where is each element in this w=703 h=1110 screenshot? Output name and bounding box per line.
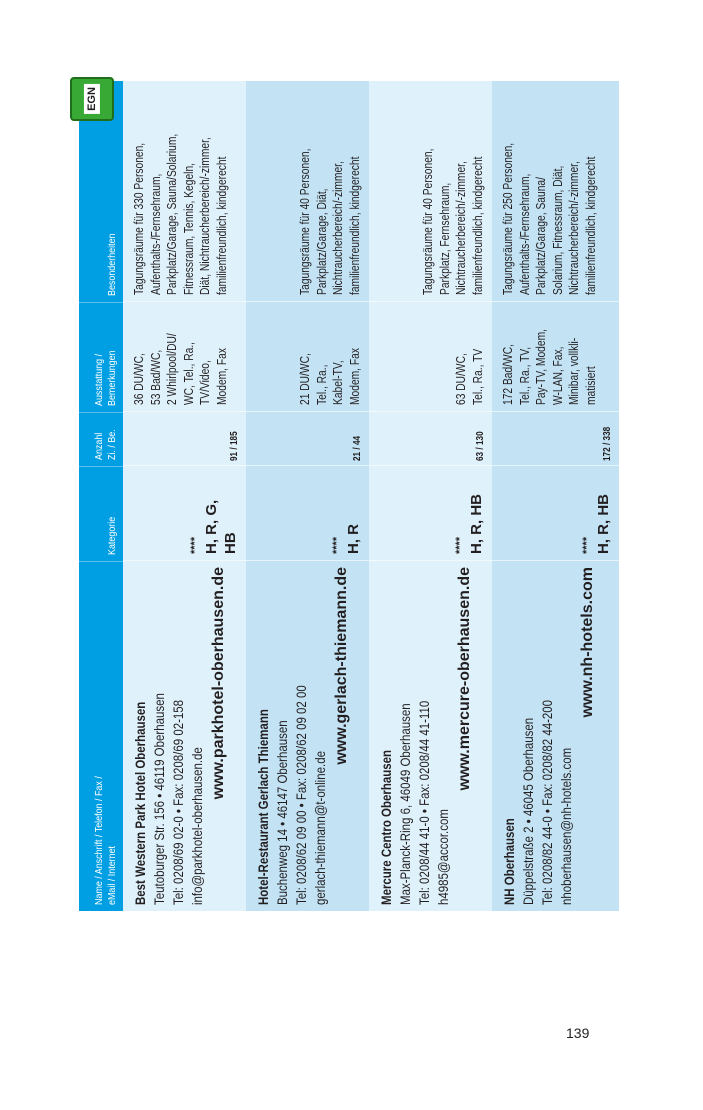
hotel-phone: Tel: 0208/44 41-0 • Fax: 0208/44 41-110 (416, 700, 432, 905)
header-category-label: Kategorie (106, 516, 118, 555)
special-line: Aufenthalts-/Fernsehraum, (517, 173, 532, 295)
hotel-count: 172 / 338 (602, 426, 613, 461)
equipment-line: TV/Video, (198, 360, 212, 405)
hotel-category (123, 466, 246, 561)
hotel-address: Düppelstraße 2 • 46045 Oberhausen (520, 717, 536, 905)
egn-badge-label: EGN (84, 84, 100, 114)
table-row (369, 81, 492, 911)
hotel-name: Hotel-Restaurant Gerlach Thiemann (255, 709, 271, 905)
special-line: familienfreundlich, kindgerecht (470, 156, 485, 295)
hotel-equipment (246, 302, 369, 412)
equipment-line: Tel., Ra., TV, (517, 346, 532, 405)
hotel-email[interactable]: h4985@accor.com (435, 809, 451, 905)
equipment-line: Kabel-TV, (331, 360, 345, 405)
hotel-category (369, 466, 492, 561)
hotel-phone: Tel: 0208/69 02-0 • Fax: 0208/69 02-158 (170, 699, 186, 905)
special-line: Parkplatz/Garage, Sauna/Solarium, (165, 133, 179, 295)
equipment-line: WC, Tel., Ra., (181, 341, 196, 405)
header-name-line2: eMail / Internet (106, 845, 118, 905)
hotel-count-cell (492, 412, 619, 466)
special-line: Parkplatz/Garage, Sauna/ (534, 177, 548, 295)
hotel-phone: Tel: 0208/82 44-0 • Fax: 0208/82 44-200 (539, 699, 555, 905)
equipment-line: Tel., Ra., (314, 364, 329, 405)
egn-badge-icon (70, 77, 114, 121)
header-equipment-line2: Bemerkungen (106, 350, 118, 406)
special-line: Tagungsräume für 250 Personen, (501, 142, 515, 295)
special-line: Nichtraucherbereich/-zimmer, (331, 161, 345, 295)
hotel-address: Max-Planck-Ring 6, 46049 Oberhausen (397, 703, 413, 905)
special-line: Tagungsräume für 40 Personen, (421, 148, 435, 295)
hotel-count: 63 / 130 (475, 431, 486, 461)
hotel-equipment (123, 302, 246, 412)
hotel-url[interactable]: www.nh-hotels.com (579, 567, 596, 718)
hotel-url[interactable]: www.gerlach-thiemann.de (333, 567, 350, 765)
hotel-category-line2: HB (222, 532, 239, 554)
hotel-email[interactable]: nhoberhausen@nh-hotels.com (558, 747, 574, 905)
hotel-equipment (492, 302, 619, 412)
hotel-stars: **** (581, 536, 593, 554)
hotel-special (123, 81, 246, 302)
equipment-line: Minibar, vollkli- (567, 337, 581, 405)
hotel-category-line1: H, R, HB (468, 494, 485, 554)
special-line: Aufenthalts-/Fernsehraum, (148, 173, 163, 295)
equipment-line: 172 Bad/WC, (501, 344, 515, 405)
hotel-email[interactable]: gerlach-thiemann@t-online.de (312, 751, 328, 905)
hotel-address: Buchenweg 14 • 46147 Oberhausen (274, 720, 290, 905)
table-row (246, 81, 369, 911)
hotel-name: Best Western Park Hotel Oberhausen (132, 701, 148, 905)
hotel-special (492, 81, 619, 302)
header-special-label: Besonderheiten (106, 233, 118, 296)
special-line: Tagungsräume für 40 Personen, (298, 148, 312, 295)
special-line: Diät, Nichtraucherbereich/-zimmer, (198, 137, 212, 295)
header-count-line2: Zi. / Be. (106, 429, 118, 460)
header-category (79, 466, 123, 561)
equipment-line: 63 DU/WC, (454, 353, 468, 405)
header-name (79, 561, 123, 911)
equipment-line: Tel., Ra., TV (470, 348, 485, 405)
special-line: Tagungsräume für 330 Personen, (132, 142, 146, 295)
hotel-category-line1: H, R, G, (203, 499, 220, 554)
special-line: familienfreundlich, kindgerecht (583, 156, 598, 295)
equipment-line: 2 Whirlpool/DU/ (165, 333, 179, 405)
table-row (492, 81, 619, 911)
special-line: Solarium, Fitnessraum, Diät, (550, 165, 565, 295)
hotel-category (246, 466, 369, 561)
equipment-line: W-LAN, Fax, (550, 346, 565, 405)
equipment-line: Modem, Fax (214, 348, 229, 405)
hotel-count: 21 / 44 (352, 435, 363, 461)
header-equipment (79, 302, 123, 412)
hotel-equipment (369, 302, 492, 412)
special-line: Parkplatz, Fernsehraum, (437, 182, 452, 295)
table-header (79, 81, 123, 911)
page-number: 139 (566, 1025, 590, 1041)
hotel-info (123, 561, 246, 911)
hotel-url[interactable]: www.parkhotel-oberhausen.de (210, 567, 227, 800)
header-count-line1: Anzahl (93, 432, 105, 460)
hotel-info (246, 561, 369, 911)
equipment-line: Modem, Fax (347, 348, 362, 405)
hotel-count-cell (123, 412, 246, 466)
hotel-special (369, 81, 492, 302)
header-name-line1: Name / Anschrift / Telefon / Fax / (93, 776, 105, 905)
equipment-line: Pay-TV, Modem, (534, 329, 548, 405)
special-line: familienfreundlich, kindgerecht (347, 156, 362, 295)
hotel-count-cell (369, 412, 492, 466)
equipment-line: matisiert (583, 366, 598, 405)
special-line: Parkplatz/Garage, Diät, (314, 188, 329, 295)
hotel-address: Teutoburger Str. 156 • 46119 Oberhausen (151, 693, 167, 905)
special-line: familienfreundlich, kindgerecht (214, 156, 229, 295)
hotel-count-cell (246, 412, 369, 466)
equipment-line: 36 DU/WC, (132, 353, 146, 405)
equipment-line: 53 Bad/WC, (148, 349, 163, 405)
hotel-email[interactable]: info@parkhotel-oberhausen.de (189, 747, 205, 905)
hotel-info (492, 561, 619, 911)
hotel-stars: **** (189, 536, 201, 554)
hotel-url[interactable]: www.mercure-oberhausen.de (456, 567, 473, 791)
hotel-category-line1: H, R (345, 524, 362, 554)
hotel-special (246, 81, 369, 302)
special-line: Nichtraucherbereich/-zimmer, (454, 161, 468, 295)
hotel-count: 91 / 185 (229, 431, 240, 461)
special-line: Nichtraucherbereich/-zimmer, (567, 161, 581, 295)
hotel-phone: Tel: 0208/62 09 00 • Fax: 0208/62 09 02 00 (293, 685, 309, 905)
hotel-table (79, 81, 619, 911)
hotel-name: Mercure Centro Oberhausen (378, 749, 394, 905)
hotel-category-line1: H, R, HB (595, 494, 612, 554)
special-line: Fitnessraum, Tennis, Kegeln, (181, 163, 196, 295)
hotel-info (369, 561, 492, 911)
header-count (79, 412, 123, 466)
hotel-stars: **** (331, 536, 343, 554)
hotel-name: NH Oberhausen (501, 818, 517, 905)
header-equipment-line1: Ausstattung / (93, 353, 105, 406)
hotel-stars: **** (454, 536, 466, 554)
equipment-line: 21 DU/WC, (298, 353, 312, 405)
hotel-category (492, 466, 619, 561)
table-row (123, 81, 246, 911)
